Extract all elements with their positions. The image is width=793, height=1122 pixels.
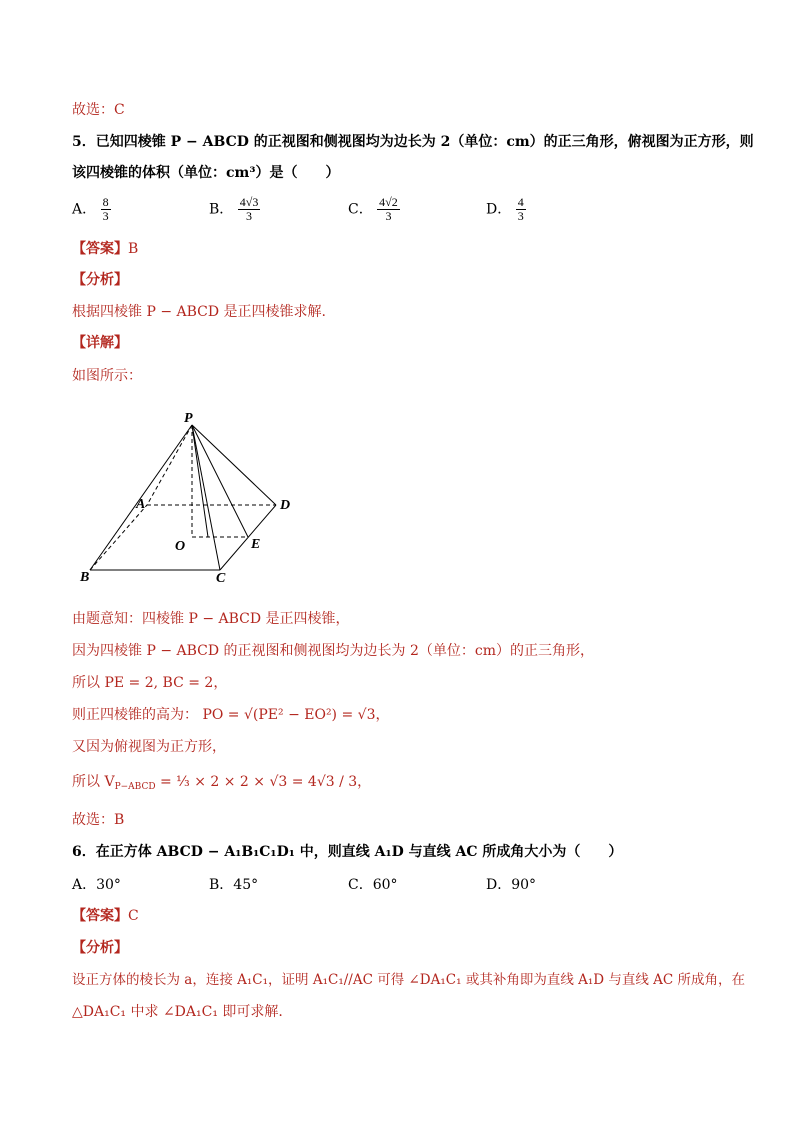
q5-step-2: 因为四棱锥 P − ABCD 的正视图和侧视图均为边长为 2（单位：cm）的正三角形， [72, 643, 595, 659]
q5-step-4: 则正四棱锥的高为： PO = √(PE² − EO²) = √3， [72, 707, 390, 723]
q5-answer: 【答案】B [72, 241, 139, 257]
q5-step-1: 由题意知：四棱锥 P − ABCD 是正四棱锥， [72, 611, 350, 627]
fig-label-P: P [184, 411, 193, 426]
q5-analysis-text: 根据四棱锥 P − ABCD 是正四棱锥求解. [72, 304, 326, 320]
pyramid-figure [72, 400, 312, 590]
fig-label-C: C [216, 571, 226, 586]
q5-stem-line1: 5．已知四棱锥 P − ABCD 的正视图和侧视图均为边长为 2（单位：cm）的正三角形，俯视图为正方形，则 [72, 134, 754, 150]
q6-analysis-line2: △DA₁C₁ 中求 ∠DA₁C₁ 即可求解. [72, 1004, 283, 1020]
prev-answer: 故选：C [72, 102, 125, 118]
q5-analysis-tag: 【分析】 [72, 272, 128, 288]
q5-step-3: 所以 PE = 2, BC = 2， [72, 675, 228, 691]
q5-stem-line2: 该四棱锥的体积（单位：cm³）是（ ） [72, 165, 340, 181]
q5-step-5: 又因为俯视图为正方形， [72, 739, 226, 755]
q5-figure-intro: 如图所示： [72, 368, 142, 384]
q5-option-b: B． $\frac{4√3}{3}$ [209, 195, 259, 223]
q6-answer: 【答案】C [72, 908, 139, 924]
fig-label-B: B [80, 570, 90, 585]
q5-option-c: C． $\frac{4√2}{3}$ [348, 195, 398, 223]
fig-label-D: D [280, 498, 291, 513]
q6-option-d: D．90° [486, 877, 537, 893]
q5-detail-tag: 【详解】 [72, 335, 128, 351]
q6-analysis-tag: 【分析】 [72, 940, 128, 956]
q6-option-c: C．60° [348, 877, 398, 893]
q5-conclusion: 故选：B [72, 812, 125, 828]
fig-label-A: A [136, 497, 146, 512]
q5-option-d: D． $\frac{4}{3}$ [486, 195, 524, 223]
q5-option-a: A． $\frac{8}{3}$ [72, 195, 109, 223]
fig-label-E: E [251, 537, 261, 552]
q5-step-6: 所以 $V_{P-ABCD}$ = ⅓ × 2 × 2 × √3 = 4√3 / 3， [72, 774, 372, 792]
q6-option-b: B．45° [209, 877, 259, 893]
fig-label-O: O [175, 539, 186, 554]
q6-option-a: A．30° [72, 877, 121, 893]
q6-analysis-line1: 设正方体的棱长为 a，连接 A₁C₁，证明 A₁C₁//AC 可得 ∠DA₁C₁ 或其补角即为直线 A₁D 与直线 AC 所成角，在 [72, 972, 746, 988]
q6-stem: 6．在正方体 ABCD − A₁B₁C₁D₁ 中，则直线 A₁D 与直线 AC 所成角大小为（ ） [72, 844, 623, 860]
